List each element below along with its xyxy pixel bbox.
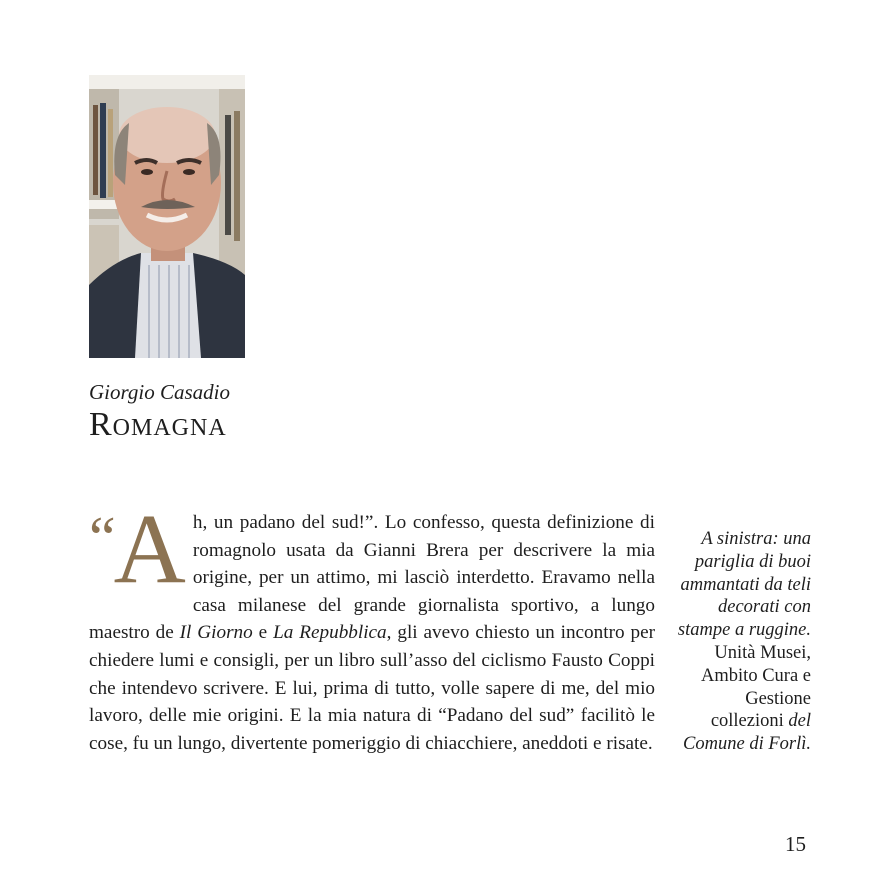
caption-description: A sinistra: una pariglia di buoi ammantati da teli decorati con stampe a ruggine. (677, 529, 811, 641)
newspaper-title: La Repubblica (273, 622, 387, 644)
article-text: , gli avevo chiesto un incontro per chiedere lumi e consigli, per un libro sull’asso del ciclismo Fausto Coppi che intendevo scrivere. E lui, prima di tutto, volle sapere di me, del mio lavoro, delle mie origini. E la mia natura di “Padano del sud” facilitò le cose, fu un lungo, divertente pomeriggio di chiacchiere, aneddoti e risate. (89, 622, 655, 754)
newspaper-title: Il Giorno (179, 622, 253, 644)
article-text: h, un padano del sud!”. Lo confesso, questa definizione di romagnolo usata da Gianni Brera per descrivere la mia origine, per un attimo, mi lasciò interdetto. Eravamo nella casa milanese del grande giornalista sportivo, a lungo maestro de (89, 512, 655, 644)
region-title: Romagna (89, 406, 227, 443)
page-number: 15 (785, 832, 806, 856)
author-photo (89, 75, 245, 358)
caption-credit: Unità Musei, Ambito Cura e Gestione collezioni (701, 642, 811, 732)
photo-caption (668, 528, 811, 756)
article-body (89, 493, 655, 757)
drop-cap-letter: A (113, 493, 186, 604)
opening-quote-mark: “ (89, 505, 112, 571)
caption-credit-tail: del Comune di Forlì. (683, 711, 811, 755)
drop-cap (89, 493, 186, 604)
article-text: e (252, 622, 274, 644)
author-name: Giorgio Casadio (89, 380, 230, 404)
